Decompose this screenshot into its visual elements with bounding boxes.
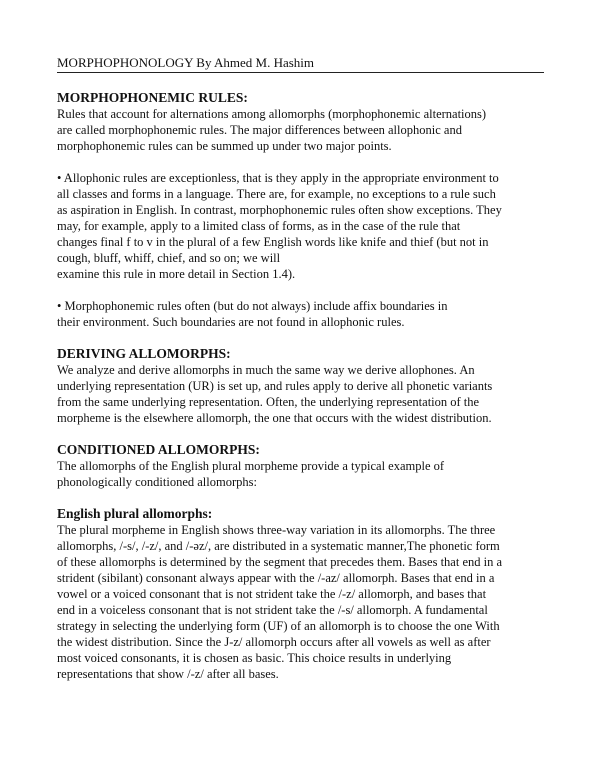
text-line: • Morphophonemic rules often (but do not always) include affix boundaries in: [57, 299, 448, 313]
paragraph-rules-intro: [57, 106, 544, 154]
text-line: underlying representation (UR) is set up, and rules apply to derive all phonetic variants: [57, 379, 493, 393]
text-line: morpheme is the elsewhere allomorph, the one that occurs with the widest distribution.: [57, 411, 492, 425]
text-line: changes final f to v in the plural of a few English words like knife and thief (but not in: [57, 235, 489, 249]
text-line: from the same underlying representation. Often, the underlying representation of the: [57, 395, 480, 409]
text-line: end in a voiceless consonant that is not strident take the /-s/ allomorph. A fundamental: [57, 603, 488, 617]
text-line: strategy in selecting the underlying form (UF) of an allomorph is to choose the one With: [57, 619, 500, 633]
paragraph-english-plural: [57, 522, 544, 682]
text-line: of these allomorphs is determined by the segment that precedes them. Bases that end in a: [57, 555, 503, 569]
paragraph-conditioned-allomorphs: [57, 458, 544, 490]
bullet-allophonic-rules: [57, 170, 544, 282]
heading-conditioned-allomorphs: CONDITIONED ALLOMORPHS:: [57, 442, 260, 457]
text-line: examine this rule in more detail in Section 1.4).: [57, 267, 296, 281]
text-line: The allomorphs of the English plural morpheme provide a typical example of: [57, 459, 445, 473]
paragraph-deriving-allomorphs: [57, 362, 544, 426]
text-line: as aspiration in English. In contrast, morphophonemic rules often show exceptions. They: [57, 203, 502, 217]
text-line: are called morphophonemic rules. The major differences between allophonic and: [57, 123, 462, 137]
text-line: most voiced consonants, it is chosen as basic. This choice results in underlying: [57, 651, 452, 665]
text-line: their environment. Such boundaries are not found in allophonic rules.: [57, 315, 405, 329]
text-line: phonologically conditioned allomorphs:: [57, 475, 257, 489]
document-body: [57, 90, 544, 682]
text-line: We analyze and derive allomorphs in much the same way we derive allophones. An: [57, 363, 475, 377]
text-line: strident (sibilant) consonant always appear with the /-az/ allomorph. Bases that end in a: [57, 571, 495, 585]
text-line: the widest distribution. Since the J-z/ allomorph occurs after all vowels as well as after: [57, 635, 491, 649]
text-line: cough, bluff, whiff, chief, and so on; we will: [57, 251, 281, 265]
text-line: Rules that account for alternations among allomorphs (morphophonemic alternations): [57, 107, 487, 121]
heading-morphophonemic-rules: MORPHOPHONEMIC RULES:: [57, 90, 248, 105]
bullet-affix-boundaries: [57, 298, 544, 330]
text-line: representations that show /-z/ after all bases.: [57, 667, 279, 681]
page-header: MORPHOPHONOLOGY By Ahmed M. Hashim: [57, 55, 544, 73]
text-line: may, for example, apply to a limited class of forms, as in the case of the rule that: [57, 219, 461, 233]
text-line: The plural morpheme in English shows three-way variation in its allomorphs. The three: [57, 523, 496, 537]
heading-deriving-allomorphs: DERIVING ALLOMORPHS:: [57, 346, 231, 361]
text-line: all classes and forms in a language. There are, for example, no exceptions to a rule such: [57, 187, 496, 201]
heading-english-plural-allomorphs: English plural allomorphs:: [57, 506, 213, 521]
text-line: allomorphs, /-s/, /-z/, and /-əz/, are distributed in a systematic manner,The phonetic form: [57, 539, 500, 553]
text-line: vowel or a voiced consonant that is not strident take the /-z/ allomorph, and bases that: [57, 587, 487, 601]
text-line: morphophonemic rules can be summed up under two major points.: [57, 139, 392, 153]
text-line: • Allophonic rules are exceptionless, that is they apply in the appropriate environment to: [57, 171, 499, 185]
